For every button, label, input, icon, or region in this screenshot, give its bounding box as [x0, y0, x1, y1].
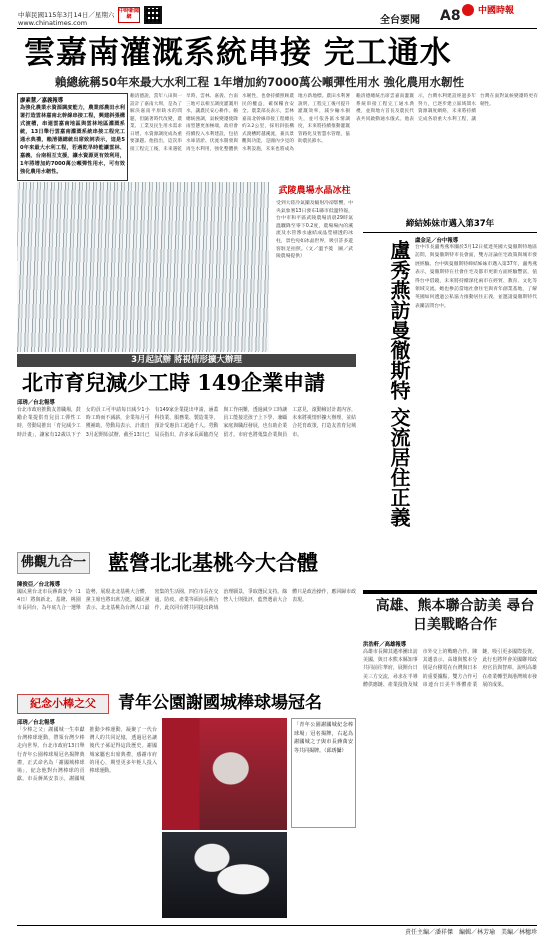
- lead-summary-box: [17, 93, 128, 181]
- lead-body: 賴清德說，當年八田與一設計了嘉南大圳，是為了解決嘉南平原缺水的問題，但隨著時代改變，農業、工業及民生用水需求日增，水資源調度成為重要課題。他指出，這次串接工程完工後，未來遇乾旱時，雲林、嘉義、台南三地可以相互調度灌溉用水，讓農民安心耕作。賴總統強調，氣候變遷使降雨型態更加極端，政府會持續投入水利建設，包括水庫清淤、伏流水開發與再生水利用，強化整體供水韌性，也會持續照顾農民的權益，確保糧食安全。農業部長表示，雲林嘉南北幹線串接工程總長約3.2公里，採用斜張構式渡槽跨越溪流，兼具景觀與功能，是國內少見的水利設施，未來也將成為地方新地標。農田水利署說明，工程完工後可提升灌溉效率，減少輸水損失，並可依各區水情調度，未來將持續推動灌溉管路化及智慧水管理，協助農民節水。: [130, 94, 350, 152]
- story4-label: 紀念小棒之父: [17, 694, 109, 714]
- story6-top-rule: [363, 590, 537, 594]
- story2-headline: 北市育兒減少工時 149企業申請: [22, 370, 326, 395]
- lead-byline: 廖素慧／嘉義報導: [20, 98, 64, 104]
- story4-photo-caption: 「青年公園謝國城紀念棒球場」冠名揭牌，右起為謝國城之子與市長蔣萬安等共同揭牌。（邱琇攝）: [294, 722, 353, 754]
- story4-block: [17, 718, 157, 920]
- story2-byline: 邱琇／台北報導: [17, 400, 55, 406]
- story2-block: [17, 398, 356, 550]
- section-name: 全台要聞: [380, 15, 420, 26]
- story6-byline: 洪浩軒／高雄報導: [363, 642, 407, 648]
- photo-caption-title: 武陵農場水晶冰柱: [278, 186, 351, 196]
- story3-label: 佛觀九合一: [17, 552, 90, 574]
- photo-caption-text: 受到大陸冷氣團及輻射冷卻影響，中央氣象署13日發布1縣市低溫特報，台中市和平區武陵農場清晨29時氣溫驟降至零下0.2度，農場場內的溪流及水管滲水處結成晶瑩剔透的冰柱，景色宛如冰晶世界，吸引許多遊客駐足拍照。（文／溫予菱 圖／武陵農場提供）: [276, 201, 353, 260]
- issue-date: 中華民國115年3月14日／星期六: [18, 11, 115, 19]
- story3-byline: 陳俊亞／台北報導: [17, 582, 61, 588]
- story5-rule: [363, 232, 537, 233]
- ice-pillars-photo: [17, 182, 269, 352]
- story4-caption-box: [291, 718, 356, 828]
- section-bar: 3月起試辦 將視情形擴大辦理: [17, 354, 356, 367]
- footer-rule: [17, 925, 537, 926]
- story4-byline: 邱琇／台北報導: [17, 720, 55, 726]
- website-url: www.chinatimes.com: [18, 19, 88, 27]
- masthead-rule: [17, 28, 537, 29]
- brand-seal-icon: [462, 4, 474, 16]
- lead-headline: 雲嘉南灌溉系統串接 完工通水: [24, 35, 452, 71]
- chinatimes-news-logo: 中時新聞網: [118, 7, 140, 23]
- lead-body-continued: 賴清德總統出席雲嘉南灌溉系統串接工程完工通水典禮，並與地方首長及農民代表共同啟動通水儀式。他表示，台灣水利建設經過多年努力，已逐步建立區域間水資源調度網絡，未來將持續完成各項重大水利工程，讓台灣在面對氣候變遷時更有韌性。: [356, 94, 538, 122]
- story3-body: 國民黨台北市長蔣萬安今（14日）將與新北、基隆、桃園市長同台，為年底九合一選舉造勢，展現北北基桃大合體，黨主席也將出席力挺。國民黨表示，北北基桃為台灣人口最密集的生活圈，四位市長在交通、防疫、產業等面向長期合作，此次同台將共同提出跨域治理願景，爭取選民支持。綠營人士則批評，藍營選前大合體只是政治操作，應回歸市政表現。: [17, 589, 356, 612]
- story5-kicker: 締結姊妹市邁入第37年: [405, 219, 495, 229]
- story4-event-photo: [162, 718, 287, 830]
- story6-block: [363, 640, 537, 922]
- story5-kicker-bar: [363, 217, 537, 231]
- lead-summary: 為強化農業水資源調度能力，農業部農田水利署打造雲林嘉南北幹線串接工程，興建斜張構式渡槽，串連雲嘉南地區與雲林地區灌溉系統，13日舉行雲嘉南灌溉系統串接工程完工通水典禮，賴清德總統出席致詞表示，這是50年來最大水利工程，若遇乾旱時能讓雲林、嘉義、台南相互支援，讓水資源更有效利用，1年將增加約7000萬公噸彈性用水，可有效強化農用水韌性。: [20, 105, 125, 175]
- story5-headline: 盧秀燕訪曼徹斯特 交流居住正義: [387, 240, 411, 527]
- china-times-logo: 中國時報: [478, 6, 515, 16]
- story5-body-block: [415, 236, 537, 586]
- photo-caption-block: [276, 186, 353, 352]
- story2-body: 台北市政府推動友善職場，鼓勵企業提供育兒員工彈性工時，勞動局推出「育兒減少工時計畫」，讓家有12歲以下子女的員工可申請每日減少1小時工時而不減薪，企業每月可獲補助。勞動局表示，計畫自3月起開始試辦，截至13日已有149家企業提出申請，涵蓋科技業、服務業、製造業等，預計受惠員工超過千人。勞動局長指出，許多家長面臨育兒與工作兩難，透過減少工時讓員工能接送孩子上下學，兼顧家庭與職涯發展，也有助企業留才。市府也將蒐集企業與員工意見，滾動檢討計畫內容，未來將視情形擴大辦理，並結合托育政策，打造友善育兒城市。: [17, 407, 356, 438]
- story6-headline: 高雄、熊本聯合訪美 尋台日美戰略合作: [375, 598, 535, 633]
- story5-byline: 盧金足／台中報導: [415, 238, 459, 244]
- lead-subhead: 賴總統稱50年來最大水利工程 1年增加約7000萬公噸彈性用水 強化農用水韌性: [55, 75, 465, 89]
- story3-headline: 藍營北北基桃今大合體: [108, 551, 318, 575]
- story4-headline: 青年公園謝國城棒球場冠名: [118, 693, 322, 713]
- story4-body: 「少棒之父」謝國城一生奉獻台灣棒球運動，帶領台灣少棒走向世界。台北市政府13日舉行青年公園棒球場冠名揭牌典禮，正式命名為「謝國城棒球場」，紀念他對台灣棒球的貢獻。市長蔣萬安表示，謝國城推動少棒運動，凝聚了一代台灣人的共同記憶，透過冠名讓後代子孫記得這段歷史。謝國城家屬也出席典禮，感謝市府的用心，期望更多年輕人投入棒球運動。: [17, 727, 157, 783]
- story4-jersey-photo: [162, 832, 287, 918]
- qr-code-icon: [144, 6, 162, 24]
- footer-credits: 責任主編／潘祥傑 編輯／林芳瑜 美編／林穗珍: [404, 929, 537, 936]
- story5-body: 台中市長盧秀燕率團於3月12日抵達英國大曼徹斯特地區訪問，與曼徹斯特市長會面，雙方討論住宅政策與城市發展經驗。台中與曼徹斯特締結姊妹市邁入第37年，盧秀燕表示，曼徹斯特在社會住宅及都市更新方面經驗豐富，值得台中借鏡，未來將持續深化兩市在經貿、教育、文化等領域交流。她也參訪當地社會住宅與青年創業基地，了解英國如何透過公私協力推動居住正義，並邀請曼徹斯特代表團訪問台中。: [415, 245, 537, 309]
- story3-block: [17, 580, 356, 690]
- story6-body: 高雄市長陳其邁率團出訪美國，與日本熊本縣知事共同前往華府，展開台日美三方交流，尋求在半導體供應鏈、產業投資及城市外交上的戰略合作。陳其邁表示，高雄與熊本分別是台積電在台灣與日本的重要據點，雙方合作可串連台日美半導體產業鏈，吸引更多國際投資。此行也將拜會美國聯邦政府官員與智庫，說明高雄在產業轉型與港灣城市發展的成果。: [363, 649, 537, 688]
- page-number: A8: [440, 8, 461, 24]
